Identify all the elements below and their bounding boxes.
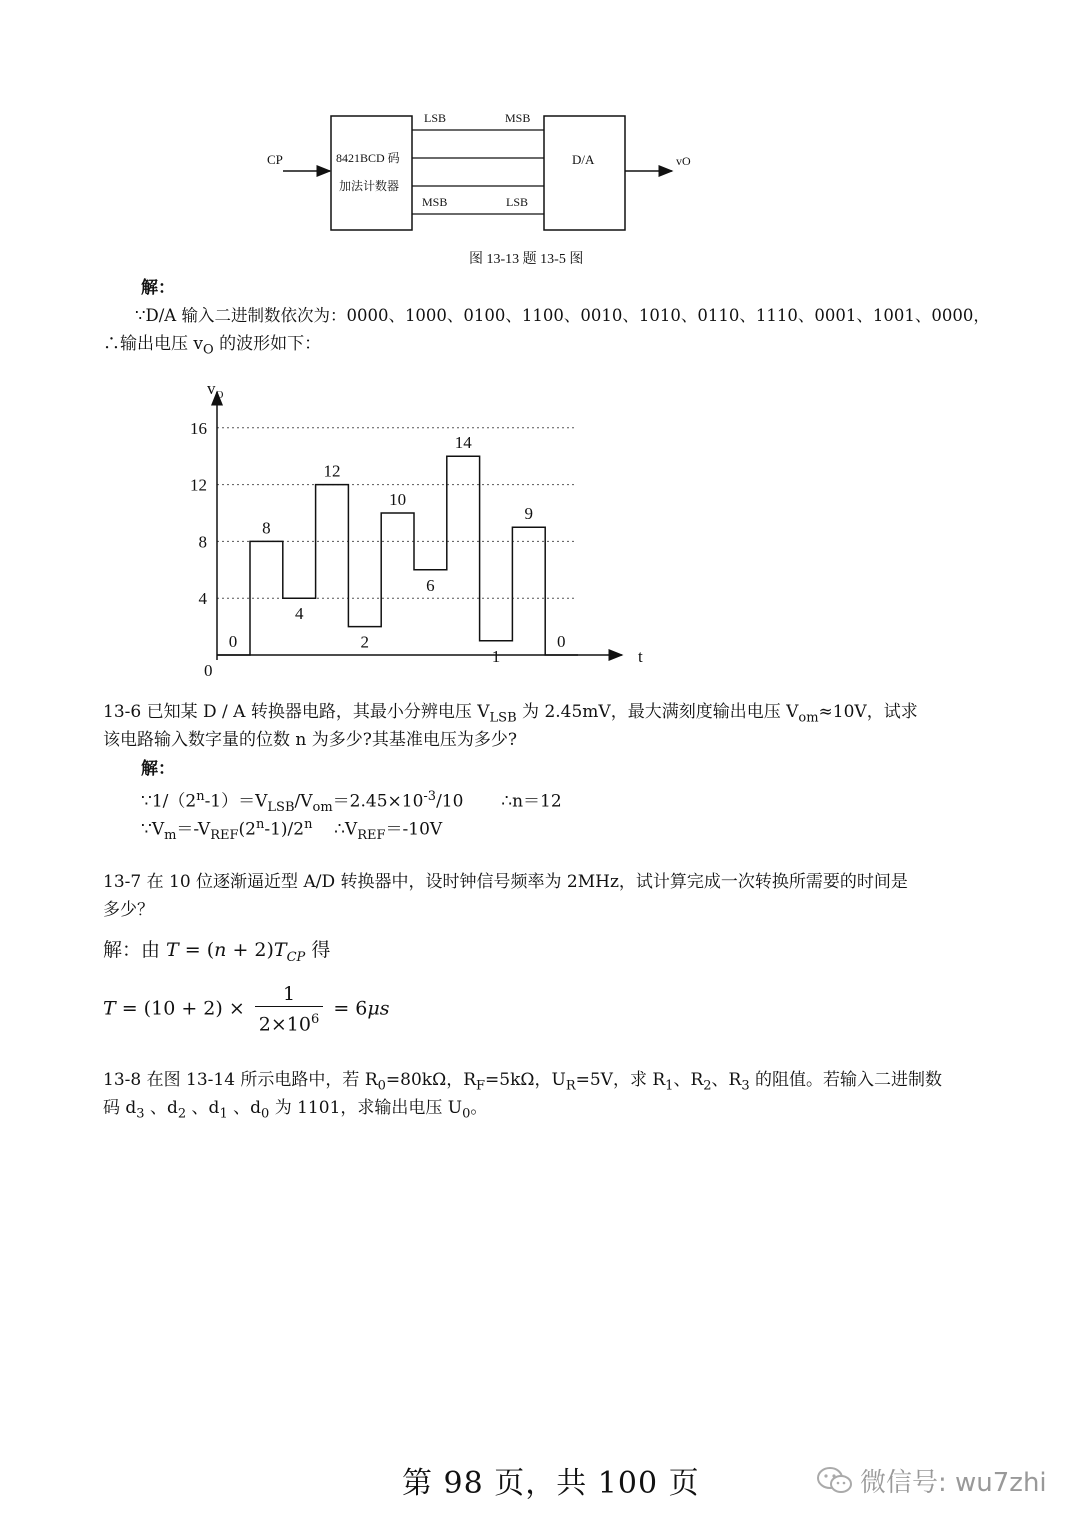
solution-13-6-line2: $\because V_m=-V_{REF}(2^n-1)/2^n$ $\therefore V_{REF}=-10V$ [141, 817, 443, 844]
y-tick-label-8: 8 [198, 532, 207, 552]
counter-box [331, 116, 412, 230]
value-label: 1 [491, 646, 501, 666]
da-label: D/A [572, 152, 595, 167]
problem-13-7-line1: 13-7 在 10 位逐渐逼近型 A/D 转换器中，设时钟信号频率为 2MHz，试计算完成一次转换所需要的时间是 [103, 872, 908, 892]
solution-13-6-line1: $\because 1/(2^n-1)=V_{LSB}/V_{om}=2.45\times 10^{-3}/10$ ∴n＝12 [141, 789, 562, 816]
problem-13-6-line2: 该电路输入数字量的位数 n 为多少?其基准电压为多少? [103, 730, 517, 750]
solution-13-5-line1: ∵D/A 输入二进制数依次为：0000、1000、0100、1100、0010、1010、0110、1110、0001、1001、0000， [135, 306, 990, 325]
solution-13-7-formula1: 解：由 $T = (n + 2)T_{CP}$ 得 [103, 939, 331, 965]
problem-13-8-line2: 码 $d_3$ 、$d_2$ 、$d_1$ 、$d_0$ 为 1101，求输出电压 $U_0$。 [103, 1098, 488, 1122]
vo-label: vO [676, 154, 691, 168]
value-label: 12 [323, 461, 341, 481]
value-label: 9 [524, 504, 534, 524]
solution-13-6-label: 解： [141, 759, 175, 779]
value-label: 0 [556, 632, 566, 651]
fraction: $\frac{1}{2\times 10^6}$ [255, 982, 323, 1037]
solution-13-5-label: 解： [141, 278, 175, 298]
figure-caption: 图 13-13 题 13-5 图 [469, 252, 584, 267]
problem-13-7-line2: 多少？ [103, 900, 154, 920]
page-number: 第 98 页，共 100 页 [402, 1466, 700, 1501]
value-label: 14 [454, 433, 472, 453]
solution-13-5-line2: ∴输出电压 $v_O$ 的波形如下： [103, 334, 322, 358]
value-label: 0 [228, 632, 238, 651]
counter-label-1: 8421BCD 码 [336, 151, 400, 165]
watermark-text: 微信号: wu7zhi [860, 1468, 1047, 1498]
origin-label: 0 [204, 661, 213, 680]
cp-label: CP [267, 152, 283, 167]
problem-13-6-line1: 13-6 已知某 D / A 转换器电路，其最小分辨电压 $V_{LSB}$ 为 2.45mV，最大满刻度输出电压 $V_{om}\approx 10V$，试求 [103, 702, 918, 726]
solution-13-7-formula2: T = (10 + 2) × $\frac{1}{2\times 10^6}$ = 6μs [103, 983, 390, 1036]
lsb-top-label: LSB [424, 111, 447, 125]
msb-bottom-label: MSB [422, 195, 448, 209]
x-axis-label: t [638, 647, 643, 666]
waveform-chart [0, 370, 1080, 700]
value-label: 2 [360, 632, 370, 652]
watermark [816, 1462, 1047, 1499]
value-label: 8 [262, 518, 271, 538]
y-axis-label-sub: O [215, 389, 224, 401]
msb-top-label: MSB [505, 111, 531, 125]
waveform-line [217, 456, 578, 655]
y-tick-label-16: 16 [190, 418, 207, 438]
da-box [544, 116, 625, 230]
counter-label-2: 加法计数器 [339, 179, 400, 193]
y-axis-label: $v_O$ [207, 379, 224, 401]
value-label: 6 [426, 575, 435, 595]
y-tick-label-12: 12 [190, 475, 207, 495]
value-label: 10 [389, 490, 407, 509]
wechat-icon [816, 1466, 854, 1496]
problem-13-8-line1: 13-8 在图 13-14 所示电路中，若 $R_0=80k\Omega$，$R_F=5k\Omega$，$U_R=5V$，求 $R_1$、$R_2$、$R_3$ 的阻值。若输入二进制数 [103, 1070, 943, 1094]
value-label: 4 [294, 604, 304, 624]
lsb-bottom-label: LSB [506, 195, 529, 209]
block-diagram [0, 0, 1080, 280]
y-tick-label-4: 4 [198, 589, 207, 609]
